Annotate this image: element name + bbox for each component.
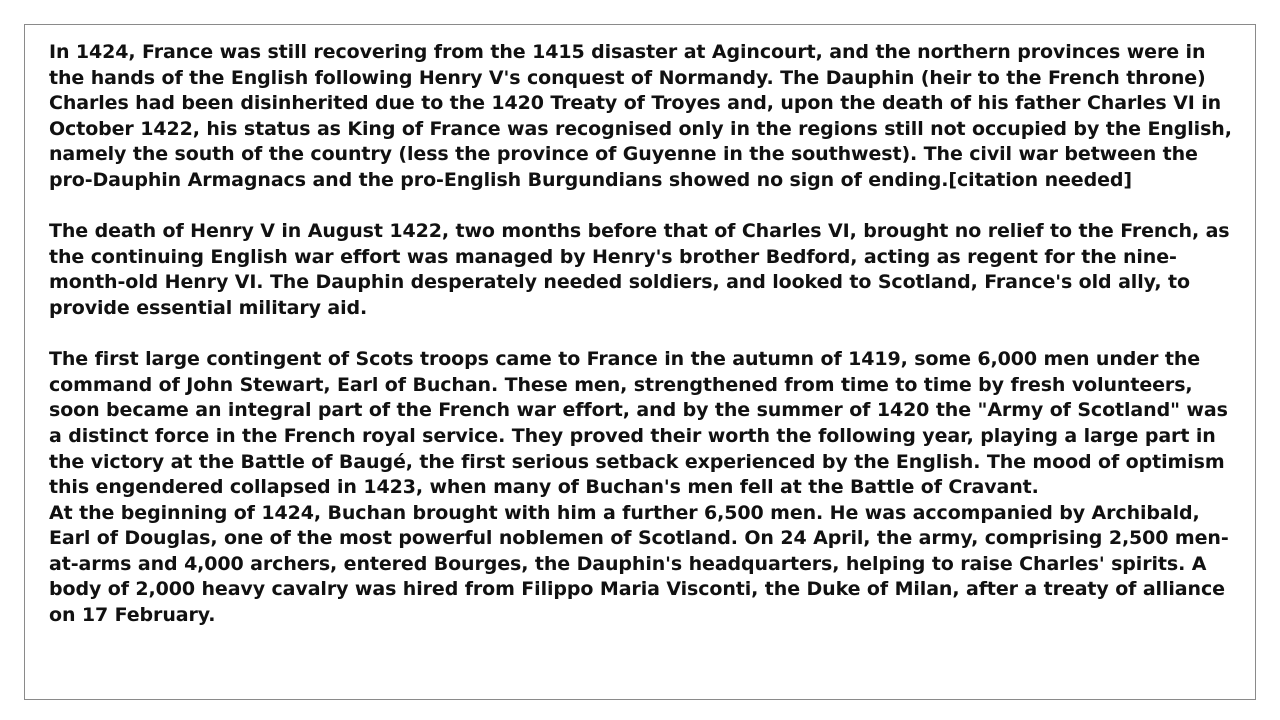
document-body	[49, 40, 1239, 629]
paragraph-4: At the beginning of 1424, Buchan brought with him a further 6,500 men. He was accompanied by Archibald, Earl of Douglas, one of the most powerful noblemen of Scotland. On 24 April, the army, comprising 2,500 men-at-arms and 4,000 archers, entered Bourges, the Dauphin's headquarters, helping to raise Charles' spirits. A body of 2,000 heavy cavalry was hired from Filippo Maria Visconti, the Duke of Milan, after a treaty of alliance on 17 February.	[49, 501, 1229, 627]
paragraph-3: The first large contingent of Scots troops came to France in the autumn of 1419, some 6,000 men under the command of John Stewart, Earl of Buchan. These men, strengthened from time to time by fresh volunteers, soon became an integral part of the French war effort, and by the summer of 1420 the "Army of Scotland" was a distinct force in the French royal service. They proved their worth the following year, playing a large part in the victory at the Battle of Baugé, the first serious setback experienced by the English. The mood of optimism this engendered collapsed in 1423, when many of Buchan's men fell at the Battle of Cravant.	[49, 348, 1228, 499]
document-frame	[24, 24, 1256, 700]
paragraph-spacer	[49, 322, 1239, 348]
paragraph-1: In 1424, France was still recovering from the 1415 disaster at Agincourt, and the northern provinces were in the hands of the English following Henry V's conquest of Normandy. The Dauphin (heir to the French throne) Charles had been disinherited due to the 1420 Treaty of Troyes and, upon the death of his father Charles VI in October 1422, his status as King of France was recognised only in the regions still not occupied by the English, namely the south of the country (less the province of Guyenne in the southwest). The civil war between the pro-Dauphin Armagnacs and the pro-English Burgundians showed no sign of ending.[citation needed]	[49, 41, 1232, 191]
paragraph-2: The death of Henry V in August 1422, two months before that of Charles VI, brought no relief to the French, as the continuing English war effort was managed by Henry's brother Bedford, acting as regent for the nine-month-old Henry VI. The Dauphin desperately needed soldiers, and looked to Scotland, France's old ally, to provide essential military aid.	[49, 220, 1230, 319]
paragraph-spacer	[49, 194, 1239, 220]
